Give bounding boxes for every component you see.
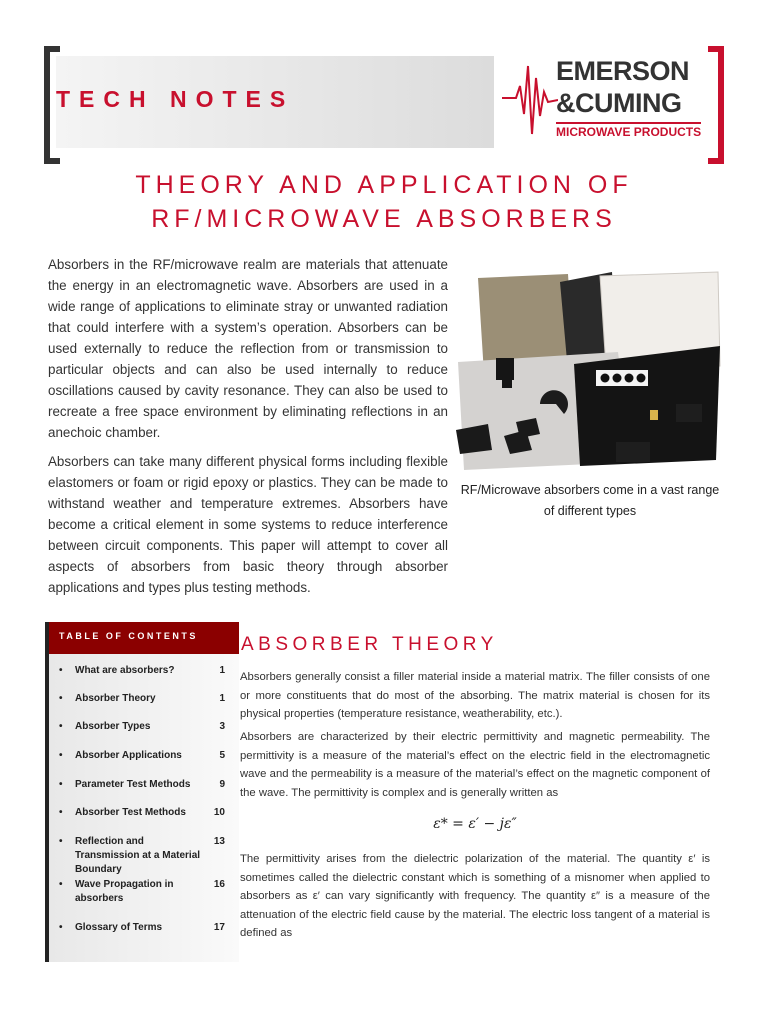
tech-notes-heading: TECH NOTES [56,86,295,112]
toc-item-page: 17 [213,922,225,933]
logo-text-emerson: EMERSON [556,56,690,86]
permittivity-equation: ε* = ε′ − jε″ [433,816,517,832]
theory-paragraph-3: The permittivity arises from the dielectric polarization of the material. The quantity ε′ is sometimes called the dielectric constant which is something of a misnomer when applied to absorbers as ε′ can vary significantly with frequency. The quantity ε″ is a measure of the attenuation of the electric field cause by the material. The electric loss tangent of a material is defined as [240,853,710,939]
toc-header: TABLE OF CONTENTS [49,622,239,654]
toc-item-page: 1 [219,665,225,676]
toc-item-page: 1 [219,693,225,704]
title-line-1: THEORY AND APPLICATION OF [135,171,633,199]
toc-item-page: 5 [219,750,225,761]
title-line-2: RF/MICROWAVE ABSORBERS [151,205,617,233]
toc-bullet: • [59,693,63,704]
toc-item-label: Reflection and Transmission at a Material Boundary [75,836,201,875]
toc-item-page: 3 [219,721,225,732]
intro-paragraph-1: Absorbers in the RF/microwave realm are materials that attenuate the energy in an electromagnetic wave. Absorbers are used in a wide range of applications to eliminate stray or unwanted radiation that could interfere with a system’s operation. Absorbers can be used externally to reduce the reflection from or transmission to particular objects and can also be used internally to reduce oscillations caused by cavity resonance. They can also be used to recreate a free space environment by eliminating reflections in an anechoic chamber. [48,257,448,440]
toc-bullet: • [59,879,63,890]
pulse-logo-icon [502,56,558,142]
photo-caption: RF/Microwave absorbers come in a vast range of different types [460,483,720,518]
toc-item-label: Absorber Theory [75,693,156,704]
company-logo [502,56,702,142]
toc-item-label: Parameter Test Methods [75,779,191,790]
toc-bullet: • [59,779,63,790]
logo-text-microwave-products: MICROWAVE PRODUCTS [556,122,701,138]
absorbers-photo [456,264,722,472]
toc-bullet: • [59,750,63,761]
theory-paragraph-1: Absorbers generally consist a filler material inside a material matrix. The filler consists of one or more constituents that do most of the absorbing. The matrix material is chosen for its physical properties (temperature resistance, weatherability, etc.). [240,671,710,720]
right-bracket [708,46,724,164]
toc-item-label: Wave Propagation in absorbers [75,879,174,904]
logo-text-cuming: &CUMING [556,88,682,118]
absorbers-image [456,264,722,472]
theory-paragraph-2: Absorbers are characterized by their electric permittivity and magnetic permeability. The permittivity is a measure of the material’s effect on the electric field in the electromagnetic wave and the permeability is a measure of the material’s effect on the magnetic component of the wave. The permittivity is complex and is generally written as [240,731,710,799]
toc-bullet: • [59,665,63,676]
toc-item-label: Absorber Applications [75,750,182,761]
toc-item-page: 13 [213,836,225,847]
toc-item-page: 16 [213,879,225,890]
toc-bullet: • [59,807,63,818]
toc-bullet: • [59,836,63,847]
document-title [0,168,768,236]
table-of-contents [45,622,239,962]
section-title-absorber-theory: ABSORBER THEORY [241,634,498,655]
toc-item-label: Absorber Types [75,721,151,732]
toc-item-label: Absorber Test Methods [75,807,186,818]
toc-item-page: 9 [219,779,225,790]
toc-bullet: • [59,721,63,732]
toc-bullet: • [59,922,63,933]
toc-item-label: What are absorbers? [75,665,175,676]
intro-paragraph-2: Absorbers can take many different physical forms including flexible elastomers or foam or rigid epoxy or plastics. They can be made to withstand weather and temperature extremes. Absorbers have become a critical element in some systems to reduce interference between circuit components. This paper will attempt to cover all aspects of absorbers from basic theory through absorber applications and types plus testing methods. [48,454,448,595]
toc-item-page: 10 [213,807,225,818]
toc-item-label: Glossary of Terms [75,922,163,933]
